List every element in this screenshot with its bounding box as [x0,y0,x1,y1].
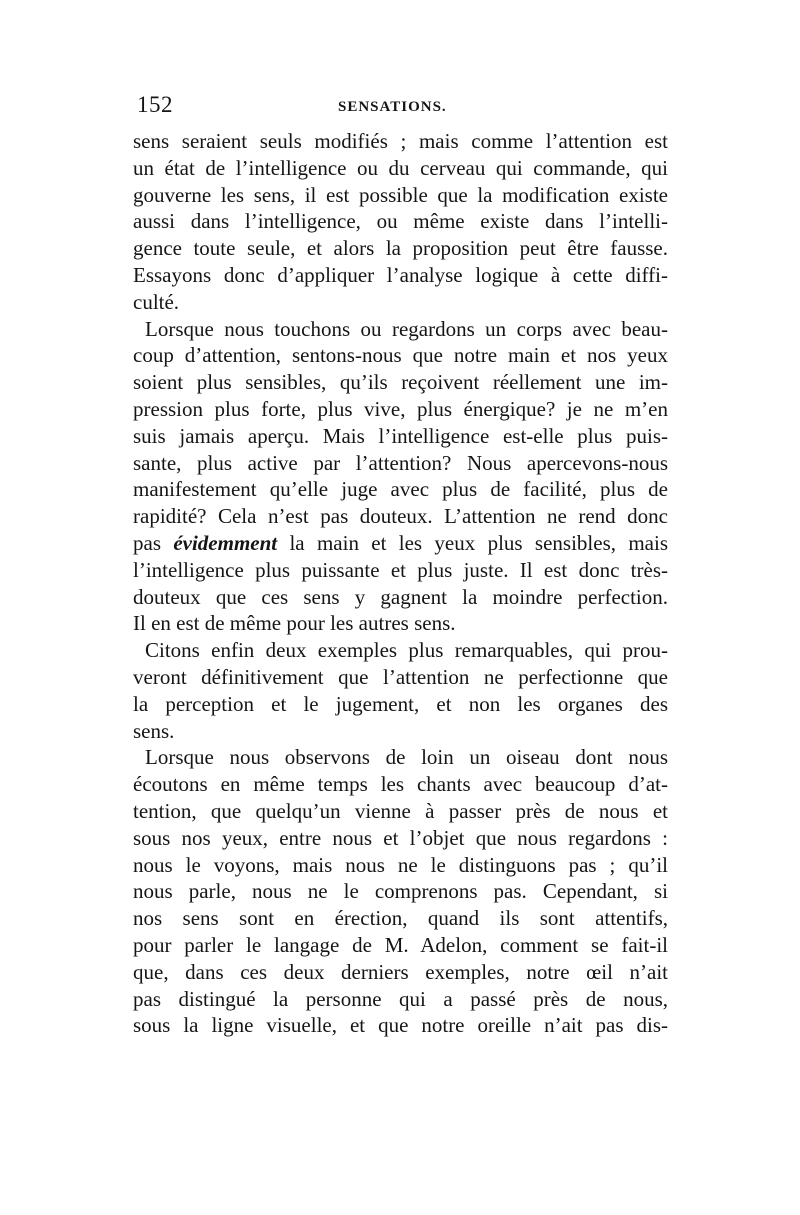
text-line: l’intelligence plus puissante et plus juste. Il est donc très- [133,557,668,582]
running-title: SENSATIONS. [338,99,447,115]
text-line: sous la ligne visuelle, et que notre oreille n’ait pas dis- [133,1013,668,1038]
text-line: gence toute seule, et alors la proposition peut être fausse. [133,236,668,261]
text-line: rapidité? Cela n’est pas douteux. L’attention ne rend donc [133,504,668,529]
text-line: pression plus forte, plus vive, plus énergique? je ne m’en [133,396,668,421]
text-line: écoutons en même temps les chants avec beaucoup d’at- [133,772,668,797]
text-line: Essayons donc d’appliquer l’analyse logique à cette diffi- [133,262,668,287]
text-line: Lorsque nous observons de loin un oiseau dont nous [145,745,668,770]
text-line [133,530,668,557]
text-segment: la main et les yeux plus sensibles, mais [277,530,668,555]
text-line: manifestement qu’elle juge avec plus de facilité, plus de [133,477,668,502]
book-page [133,92,668,1039]
text-line: douteux que ces sens y gagnent la moindre perfection. [133,584,668,609]
text-line: soient plus sensibles, qu’ils reçoivent réellement une im- [133,370,668,395]
body-text [133,128,668,1039]
text-line: nous parle, nous ne le comprenons pas. Cependant, si [133,879,668,904]
text-line: gouverne les sens, il est possible que la modification existe [133,182,668,207]
text-line: veront définitivement que l’attention ne perfectionne que [133,664,668,689]
text-line: tention, que quelqu’un vienne à passer près de nous et [133,798,668,823]
text-line: sante, plus active par l’attention? Nous apercevons-nous [133,450,668,475]
emphasis-text: évidemment [173,530,278,555]
page-number: 152 [137,92,173,117]
text-line: un état de l’intelligence ou du cerveau qui commande, qui [133,155,668,180]
text-line: aussi dans l’intelligence, ou même existe dans l’intelli- [133,209,668,234]
text-line: pas distingué la personne qui a passé près de nous, [133,986,668,1011]
text-line: sens seraient seuls modifiés ; mais comme l’attention est [133,129,668,153]
text-line: suis jamais aperçu. Mais l’intelligence est-elle plus puis- [133,423,668,448]
text-line: culté. [133,289,180,314]
text-line: que, dans ces deux derniers exemples, notre œil n’ait [133,959,668,984]
text-line: Il en est de même pour les autres sens. [133,611,456,636]
text-line: nous le voyons, mais nous ne le distinguons pas ; qu’il [133,852,668,877]
text-line: nos sens sont en érection, quand ils sont attentifs, [133,906,668,931]
text-line: coup d’attention, sentons-nous que notre main et nos yeux [133,343,668,368]
text-line: sens. [133,718,175,743]
text-line: pour parler le langage de M. Adelon, comment se fait-il [133,932,668,957]
text-segment: pas [133,530,174,555]
text-line: Citons enfin deux exemples plus remarquables, qui prou- [145,638,668,663]
text-line: sous nos yeux, entre nous et l’objet que nous regardons : [133,825,668,850]
running-head [133,92,668,128]
text-line: Lorsque nous touchons ou regardons un corps avec beau- [145,316,668,341]
text-line: la perception et le jugement, et non les organes des [133,691,668,716]
